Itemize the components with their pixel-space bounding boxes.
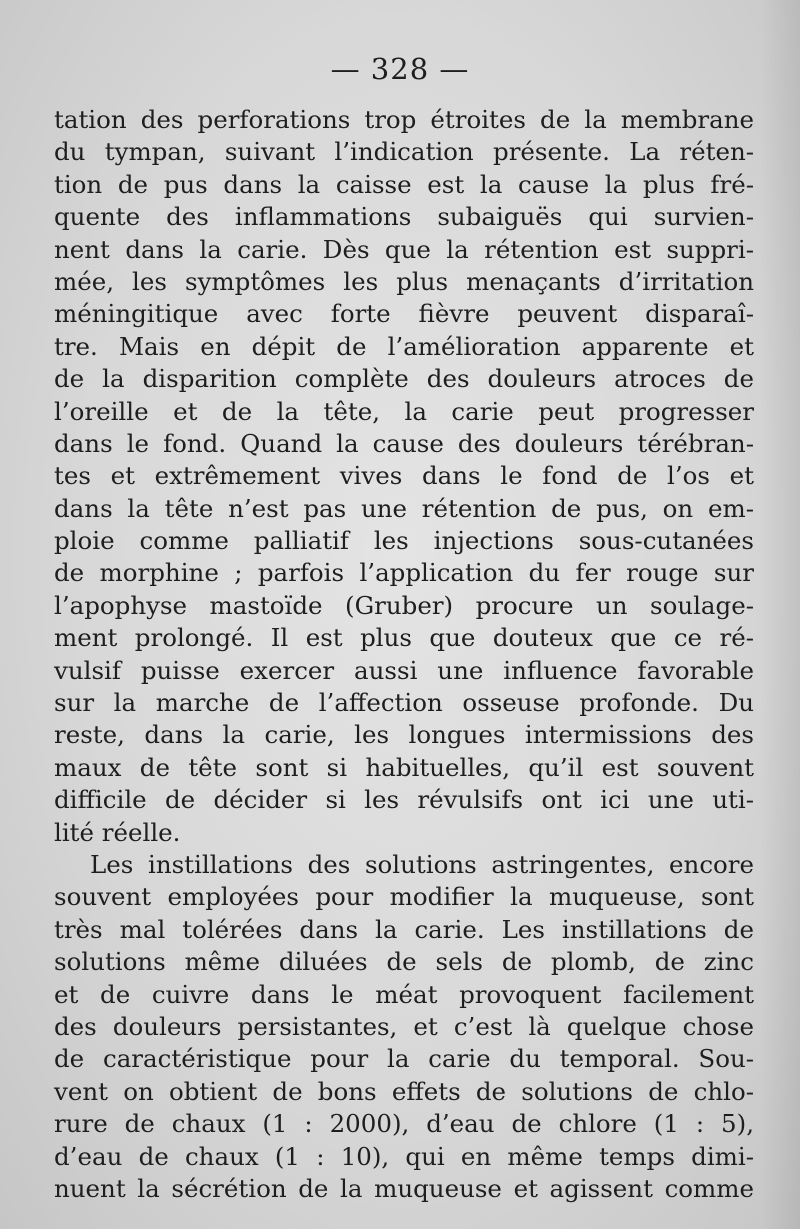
text-line: du tympan, suivant l’indication présente. La réten-: [54, 137, 754, 167]
text-line: de caractéristique pour la carie du temporal. Sou-: [54, 1044, 754, 1074]
text-line: difficile de décider si les révulsifs ont ici une uti-: [54, 785, 754, 815]
text-line: quente des inflammations subaiguës qui survien-: [54, 202, 754, 232]
text-line: très mal tolérées dans la carie. Les instillations de: [54, 914, 754, 944]
text-line: dans le fond. Quand la cause des douleurs térébran-: [54, 428, 754, 458]
text-line: tes et extrêmement vives dans le fond de l’os et: [54, 461, 754, 491]
text-line: rure de chaux (1 : 2000), d’eau de chlore (1 : 5),: [54, 1109, 754, 1139]
text-line: souvent employées pour modifier la muqueuse, sont: [54, 882, 754, 912]
text-line: l’oreille et de la tête, la carie peut progresser: [54, 396, 754, 426]
text-line: et de cuivre dans le méat provoquent facilement: [54, 979, 754, 1009]
paragraph-1: [54, 104, 754, 849]
text-line: de la disparition complète des douleurs atroces de: [54, 364, 754, 394]
text-line: mée, les symptômes les plus menaçants d’irritation: [54, 266, 754, 296]
text-line: tion de pus dans la caisse est la cause la plus fré-: [54, 169, 754, 199]
text-line: méningitique avec forte fièvre peuvent disparaî-: [54, 299, 754, 329]
text-line: lité réelle.: [54, 817, 181, 847]
text-line: dans la tête n’est pas une rétention de pus, on em-: [54, 493, 754, 523]
page-edge-shadow: [760, 0, 800, 1229]
text-line: reste, dans la carie, les longues intermissions des: [54, 720, 754, 750]
text-line: maux de tête sont si habituelles, qu’il est souvent: [54, 752, 754, 782]
text-line: l’apophyse mastoïde (Gruber) procure un soulage-: [54, 590, 754, 620]
text-line: Les instillations des solutions astringentes, encore: [90, 849, 754, 879]
text-line: nent dans la carie. Dès que la rétention est suppri-: [54, 234, 754, 264]
text-line: sur la marche de l’affection osseuse profonde. Du: [54, 688, 754, 718]
text-line: vent on obtient de bons effets de solutions de chlo-: [54, 1076, 754, 1106]
page-number: — 328 —: [330, 52, 470, 86]
text-line: vulsif puisse exercer aussi une influence favorable: [54, 655, 754, 685]
text-line: d’eau de chaux (1 : 10), qui en même temps dimi-: [54, 1141, 754, 1171]
text-line: tre. Mais en dépit de l’amélioration apparente et: [54, 331, 754, 361]
text-line: ment prolongé. Il est plus que douteux que ce ré-: [54, 623, 754, 653]
text-line: ploie comme palliatif les injections sous-cutanées: [54, 526, 754, 556]
paragraph-2: [54, 849, 754, 1205]
page-body: [54, 104, 754, 1205]
text-line: solutions même diluées de sels de plomb, de zinc: [54, 947, 754, 977]
text-line: de morphine ; parfois l’application du fer rouge sur: [54, 558, 754, 588]
text-line: nuent la sécrétion de la muqueuse et agissent comme: [54, 1173, 754, 1203]
text-line: des douleurs persistantes, et c’est là quelque chose: [54, 1011, 754, 1041]
text-line: tation des perforations trop étroites de la membrane: [54, 105, 754, 134]
